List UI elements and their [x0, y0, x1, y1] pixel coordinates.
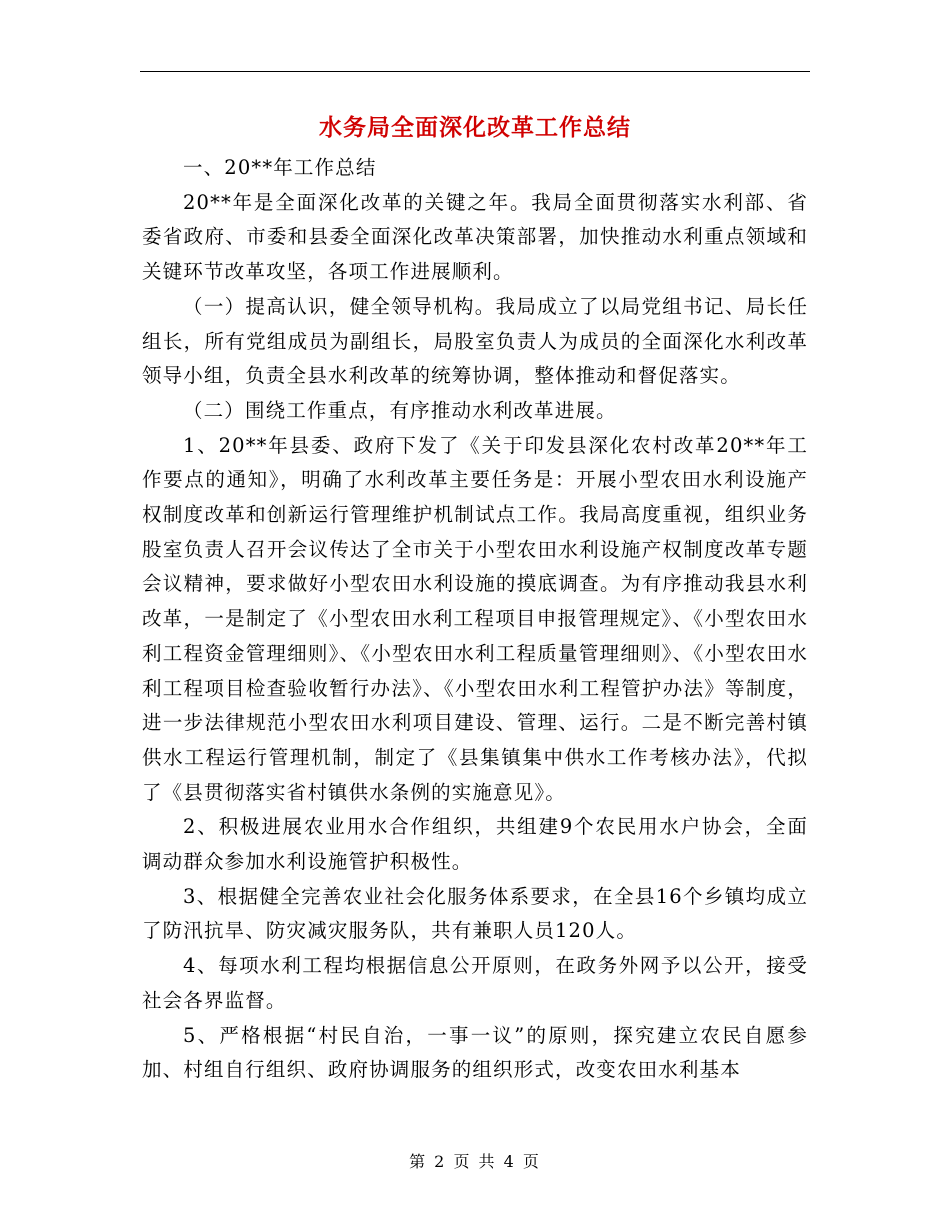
list-item-paragraph: 4、每项水利工程均根据信息公开原则，在政务外网予以公开，接受社会各界监督。: [142, 954, 808, 1012]
body-paragraph: 20**年是全面深化改革的关键之年。我局全面贯彻落实水利部、省委省政府、市委和县委全面深化改革决策部署，加快推动水利重点领域和关键环节改革攻坚，各项工作进展顺利。: [142, 190, 808, 284]
document-title: 水务局全面深化改革工作总结: [319, 114, 631, 141]
page-number-footer: 第 2 页 共 4 页: [409, 1152, 541, 1171]
section-heading: 一、20**年工作总结: [183, 156, 377, 179]
list-item-paragraph: 2、积极进展农业用水合作组织，共组建9个农民用水户协会，全面调动群众参加水利设施管护积极性。: [142, 815, 808, 874]
list-item-paragraph: 5、严格根据“村民自治，一事一议”的原则，探究建立农民自愿参加、村组自行组织、政府协调服务的组织形式，改变农田水利基本: [142, 1023, 808, 1082]
list-item-paragraph: 1、20**年县委、政府下发了《关于印发县深化农村改革20**年工作要点的通知》，明确了水利改革主要任务是：开展小型农田水利设施产权制度改革和创新运行管理维护机制试点工作。我局高度重视，组织业务股室负责人召开会议传达了全市关于小型农田水利设施产权制度改革专题会议精神，要求做好小型农田水利设施的摸底调查。为有序推动我县水利改革，一是制定了《小型农田水利工程项目申报管理规定》、《小型农田水利工程资金管理细则》、《小型农田水利工程质量管理细则》、《小型农田水利工程项目检查验收暂行办法》、《小型农田水利工程管护办法》等制度，进一步法律规范小型农田水利项目建设、管理、运行。二是不断完善村镇供水工程运行管理机制，制定了《县集镇集中供水工作考核办法》，代拟了《县贯彻落实省村镇供水条例的实施意见》。: [142, 433, 808, 804]
document-body: [142, 151, 808, 1088]
header-rule: [140, 71, 810, 72]
list-item-paragraph: 3、根据健全完善农业社会化服务体系要求，在全县16个乡镇均成立了防汛抗旱、防灾减灾服务队，共有兼职人员120人。: [142, 884, 808, 943]
subsection-paragraph: （一）提高认识，健全领导机构。我局成立了以局党组书记、局长任组长，所有党组成员为副组长，局股室负责人为成员的全面深化水利改革领导小组，负责全县水利改革的统筹协调，整体推动和督促落实。: [142, 294, 808, 388]
subsection-heading: （二）围绕工作重点，有序推动水利改革进展。: [183, 398, 617, 422]
